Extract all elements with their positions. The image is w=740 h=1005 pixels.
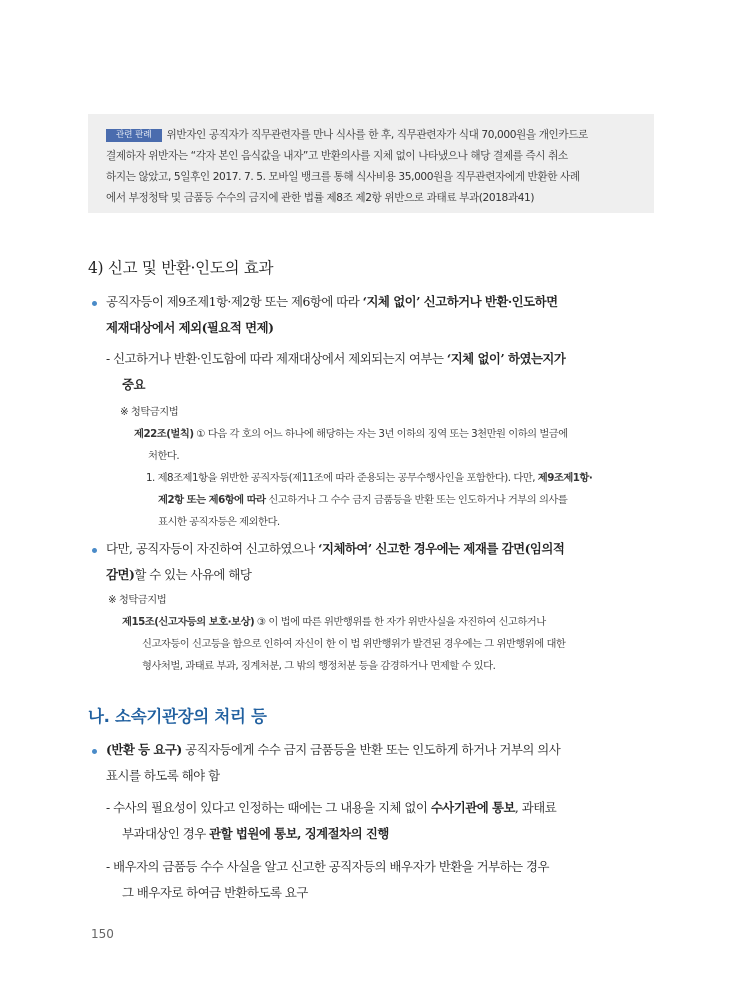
law-reference-2 <box>108 589 565 677</box>
text: 부과대상인 경우 <box>122 826 210 841</box>
emphasis-text: 수사기관에 통보 <box>430 800 515 815</box>
text: ① 다음 각 호의 어느 하나에 해당하는 자는 3년 이하의 징역 또는 3천만원 이하의 벌금에 <box>193 428 568 440</box>
case-line-2: 결제하자 위반자는 “각자 본인 음식값을 내자”고 반환의사를 지체 없이 나타냈으나 해당 결제를 즉시 취소 <box>106 150 568 162</box>
emphasis-text: ‘지체하여’ 신고한 경우에는 제재를 감면(임의적 <box>318 541 565 556</box>
text: 표시한 공직자등은 제외한다. <box>158 516 280 528</box>
case-text: 위반자인 공직자가 직무관련자를 만나 식사를 한 후, 직무관련자가 식대 70,000원을 개인카드로 <box>166 129 588 141</box>
text: 신고하거나 그 수수 금지 금품등을 반환 또는 인도하거나 거부의 의사를 <box>265 494 568 506</box>
emphasis-text: 관할 법원에 통보, 징계절차의 진행 <box>209 826 389 841</box>
bullet-paragraph-3 <box>106 737 560 789</box>
bullet-paragraph-2 <box>106 536 564 588</box>
emphasis-text: ‘지체 없이’ 하였는지가 <box>446 351 566 366</box>
related-case-tag: 관련 판례 <box>106 129 162 142</box>
text: 표시를 하도록 해야 함 <box>106 768 220 783</box>
emphasis-text: 제9조제1항· <box>537 472 593 484</box>
article-title: 제22조(벌칙) <box>134 428 194 440</box>
bullet-paragraph-1 <box>106 289 558 341</box>
text: - 신고하거나 반환·인도함에 따라 제재대상에서 제외되는지 여부는 <box>106 351 447 366</box>
bullet-dot <box>92 548 97 553</box>
text: , 과태료 <box>514 800 557 815</box>
text: 다만, 공직자등이 자진하여 신고하였으나 <box>106 541 319 556</box>
emphasis-text: 중요 <box>122 377 145 392</box>
section-title-na: 나. 소속기관장의 처리 등 <box>88 707 267 726</box>
law-note: ※ 청탁금지법 <box>120 406 179 418</box>
text: ③ 이 법에 따른 위반행위를 한 자가 위반사실을 자진하여 신고하거나 <box>254 616 546 628</box>
article-title: 제15조(신고자등의 보호·보상) <box>122 616 255 628</box>
dash-paragraph-3 <box>106 854 549 906</box>
text: 공직자등에게 수수 금지 금품등을 반환 또는 인도하게 하거나 거부의 의사 <box>181 742 561 757</box>
text: - 배우자의 금품등 수수 사실을 알고 신고한 공직자등의 배우자가 반환을 거부하는 경우 <box>106 859 549 874</box>
emphasis-text: ‘지체 없이’ 신고하거나 반환·인도하면 <box>362 294 558 309</box>
page-number: 150 <box>91 927 114 941</box>
case-line-3: 하지는 않았고, 5일후인 2017. 7. 5. 모바일 뱅크를 통해 식사비용 35,000원을 직무관련자에게 반환한 사례 <box>106 171 580 183</box>
dash-paragraph-1 <box>106 346 565 398</box>
text: - 수사의 필요성이 있다고 인정하는 때에는 그 내용을 지체 없이 <box>106 800 431 815</box>
emphasis-text: 제재대상에서 제외(필요적 면제) <box>106 320 274 335</box>
text: 형사처벌, 과태료 부과, 징계처분, 그 밖의 행정처분 등을 감경하거나 면제할 수 있다. <box>142 660 496 672</box>
emphasis-text: (반환 등 요구) <box>106 742 182 757</box>
text: 신고자등이 신고등을 함으로 인하여 자신이 한 이 법 위반행위가 발견된 경우에는 그 위반행위에 대한 <box>142 638 566 650</box>
related-case-box <box>88 114 654 213</box>
text: 1. 제8조제1항을 위반한 공직자등(제11조에 따라 준용되는 공무수행사인을 포함한다). 다만, <box>146 472 538 484</box>
text: 할 수 있는 사유에 해당 <box>134 567 252 582</box>
emphasis-text: 감면) <box>106 567 135 582</box>
dash-paragraph-2 <box>106 795 556 847</box>
section-title-4: 4) 신고 및 반환·인도의 효과 <box>88 259 274 277</box>
law-reference-1 <box>120 401 592 533</box>
bullet-dot <box>92 749 97 754</box>
case-line-4: 에서 부정청탁 및 금품등 수수의 금지에 관한 법률 제8조 제2항 위반으로 과태료 부과(2018과41) <box>106 192 535 204</box>
case-line-1 <box>106 125 638 146</box>
text: 처한다. <box>148 450 180 462</box>
law-note: ※ 청탁금지법 <box>108 594 167 606</box>
text: 공직자등이 제9조제1항·제2항 또는 제6항에 따라 <box>106 294 363 309</box>
text: 그 배우자로 하여금 반환하도록 요구 <box>122 885 308 900</box>
emphasis-text: 제2항 또는 제6항에 따라 <box>158 494 266 506</box>
bullet-dot <box>92 301 97 306</box>
